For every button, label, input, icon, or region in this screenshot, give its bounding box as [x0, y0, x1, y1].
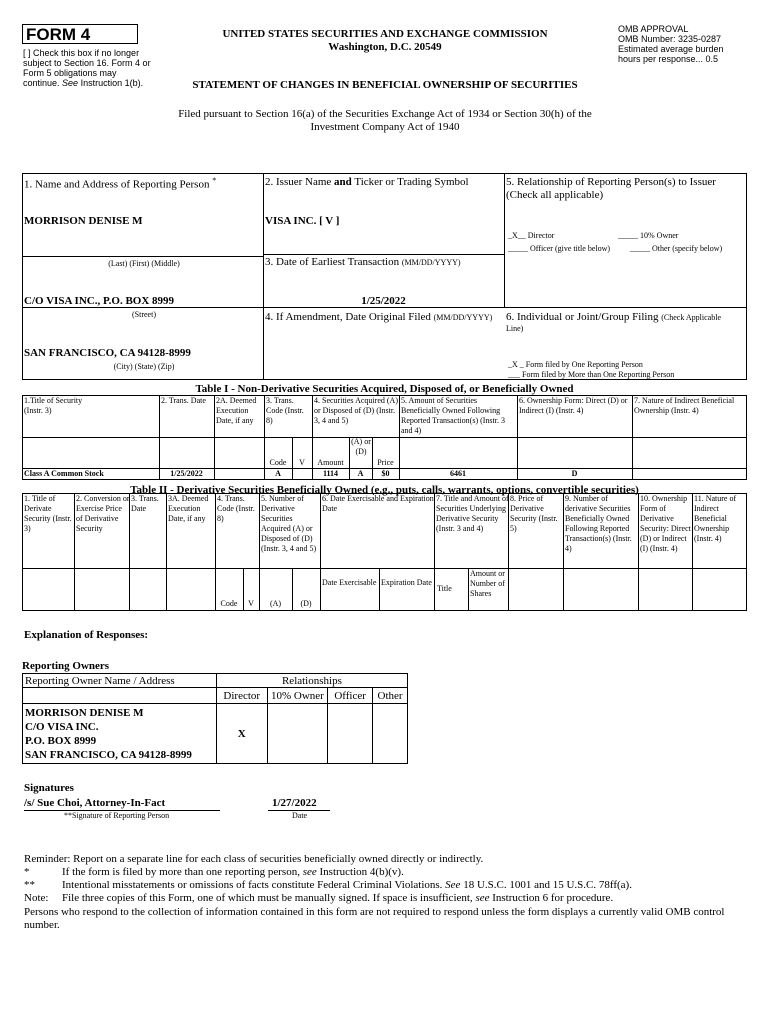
t2-sub-date-ex: Date Exercisable: [322, 578, 377, 587]
table2-title: Table II - Derivative Securities Beneficially Owned (e.g., puts, calls, warrants, options, convertible securities): [130, 484, 639, 496]
footer-reminder: Reminder: Report on a separate line for each class of securities beneficially owned directly or indirectly.: [24, 853, 484, 865]
footer-star1: * If the form is filed by more than one reporting person, see Instruction 4(b)(v).: [24, 866, 404, 878]
filing-more: ___ Form filed by More than One Reporting Person: [508, 370, 675, 379]
t2-col4: 4. Trans. Code (Instr. 8): [217, 494, 255, 523]
name-address-label: 1. Name and Address of Reporting Person *: [24, 176, 217, 191]
amendment-label: 4. If Amendment, Date Original Filed (MM/DD/YYYY): [265, 311, 493, 323]
t2-col3a: 3A. Deemed Execution Date, if any: [168, 494, 209, 523]
earliest-label: 3. Date of Earliest Transaction (MM/DD/YYYY): [265, 256, 461, 268]
t2-sub-exp: Expiration Date: [381, 578, 432, 587]
t2-col11: 11. Nature of Indirect Beneficial Ownership (Instr. 4): [694, 494, 737, 543]
omb-approval: OMB APPROVAL OMB Number: 3235-0287 Estimated average burden hours per response... 0.5: [618, 24, 724, 64]
form-title: FORM 4: [26, 25, 91, 44]
owners-col-director: Director: [216, 688, 267, 704]
filing-one: _X _ Form filed by One Reporting Person: [508, 360, 643, 369]
director-check: _X__ Director: [508, 231, 555, 240]
t2-sub-d: (D): [300, 599, 312, 608]
t1-col6: 6. Ownership Form: Direct (D) or Indirect (I) (Instr. 4): [519, 396, 628, 415]
owners-col-rel: Relationships: [216, 674, 407, 688]
t2-col6: 6. Date Exercisable and Expiration Date: [322, 494, 434, 513]
t1-col1: 1.Title of Security (Instr. 3): [24, 396, 83, 415]
t1-col5: 5. Amount of Securities Beneficially Owned Following Reported Transaction(s) (Instr. 3 and 4): [401, 396, 505, 435]
footer-persons: Persons who respond to the collection of information contained in this form are not required to respond unless the form displays a currently valid OMB control number.: [24, 906, 725, 931]
footer-star2: ** Intentional misstatements or omissions of facts constitute Federal Criminal Violations. See 18 U.S.C. 1001 and 15 U.S.C. 78ff(a).: [24, 879, 632, 891]
t2-col10: 10. Ownership Form of Derivative Security: Direct (D) or Indirect (I) (Instr. 4): [640, 494, 691, 553]
reporter-city: SAN FRANCISCO, CA 94128-8999: [24, 347, 191, 359]
date-caption: Date: [292, 811, 308, 820]
t1-row-code: A: [275, 469, 281, 478]
t1-sub-price: Price: [377, 458, 394, 467]
owners-col-other: Other: [373, 688, 408, 704]
t2-sub-title: Title: [437, 584, 452, 593]
t2-sub-amount: Amount or Number of Shares: [470, 569, 505, 598]
issuer-name: VISA INC. [ V ]: [265, 215, 340, 227]
t1-col7: 7. Nature of Indirect Beneficial Ownership (Instr. 4): [634, 396, 735, 415]
t1-row-title: Class A Common Stock: [24, 469, 104, 478]
agency-name: UNITED STATES SECURITIES AND EXCHANGE COMMISSION: [222, 28, 548, 40]
t2-col2: 2. Conversion or Exercise Price of Derivative Security: [76, 494, 130, 533]
earliest-date: 1/25/2022: [361, 295, 406, 307]
filed-pursuant: Filed pursuant to Section 16(a) of the Securities Exchange Act of 1934 or Section 30(h) of the Investment Company Act of 1940: [178, 108, 592, 133]
owners-table: [22, 673, 408, 764]
agency-location: Washington, D.C. 20549: [328, 41, 442, 53]
t2-col8: 8. Price of Derivative Security (Instr. 5): [510, 494, 558, 533]
officer-check: _____ Officer (give title below): [508, 244, 611, 253]
owners-label: Reporting Owners: [22, 660, 110, 672]
t1-col3: 3. Trans. Code (Instr. 8): [266, 396, 304, 425]
city-label: (City) (State) (Zip): [113, 362, 175, 371]
t1-sub-code: Code: [269, 458, 287, 467]
statement-title: STATEMENT OF CHANGES IN BENEFICIAL OWNERSHIP OF SECURITIES: [192, 79, 578, 91]
relationship-label: 5. Relationship of Reporting Person(s) to Issuer (Check all applicable): [506, 176, 716, 201]
signature-date: 1/27/2022: [272, 797, 317, 809]
reporter-street: C/O VISA INC., P.O. BOX 8999: [24, 295, 175, 307]
table-row: [23, 704, 408, 764]
t2-col7: 7. Title and Amount of Securities Underlying Derivative Security (Instr. 3 and 4): [436, 494, 509, 533]
t1-row-form: D: [571, 469, 578, 478]
owners-col-name: Reporting Owner Name / Address: [23, 674, 217, 688]
t2-sub-code: Code: [220, 599, 238, 608]
owner10-check: _____ 10% Owner: [618, 231, 679, 240]
t2-sub-v: V: [248, 599, 254, 608]
other-check: _____ Other (specify below): [630, 244, 723, 253]
explanation-label: Explanation of Responses:: [24, 629, 149, 641]
signer-name: /s/ Sue Choi, Attorney-In-Fact: [24, 797, 166, 809]
t2-sub-a: (A): [269, 599, 282, 608]
filing-label: 6. Individual or Joint/Group Filing (Check Applicable Line): [506, 311, 721, 333]
t1-row-price: $0: [381, 469, 390, 478]
table1-title: Table I - Non-Derivative Securities Acquired, Disposed of, or Beneficially Owned: [195, 383, 574, 395]
t1-row-owned: 6461: [450, 469, 466, 478]
t1-sub-v: V: [299, 458, 305, 467]
t1-row-ad: A: [357, 469, 364, 478]
issuer-label: 2. Issuer Name and Ticker or Trading Symbol: [265, 176, 469, 188]
t1-col2a: 2A. Deemed Execution Date, if any: [216, 396, 257, 425]
t1-col2: 2. Trans. Date: [161, 396, 206, 405]
check-box-text: [ ] Check this box if no longer subject to Section 16. Form 4 or Form 5 obligations may continue. See Instruction 1(b).: [23, 48, 151, 88]
t2-col9: 9. Number of derivative Securities Beneficially Owned Following Reported Transaction(s) (Instr. 4): [565, 494, 632, 553]
t1-sub-ad: (A) or (D): [351, 437, 371, 456]
owner-director-mark: X: [216, 704, 267, 764]
t2-col5: 5. Number of Derivative Securities Acquired (A) or Disposed of (D) (Instr. 3, 4 and 5): [261, 494, 317, 553]
signatures-label: Signatures: [24, 782, 74, 794]
owners-col-10: 10% Owner: [267, 688, 328, 704]
reporter-name: MORRISON DENISE M: [24, 215, 143, 227]
owner-name-address: MORRISON DENISE M C/O VISA INC. P.O. BOX 8999 SAN FRANCISCO, CA 94128-8999: [23, 704, 217, 764]
signature-caption: **Signature of Reporting Person: [64, 811, 170, 820]
t1-sub-amount: Amount: [317, 458, 344, 467]
t1-col4: 4. Securities Acquired (A) or Disposed of (D) (Instr. 3, 4 and 5): [314, 396, 398, 425]
footer-note: Note: File three copies of this Form, one of which must be manually signed. If space is insufficient, see Instruction 6 for procedure.: [24, 892, 614, 904]
t2-col1: 1. Title of Derivate Security (Instr. 3): [24, 494, 72, 533]
owners-col-officer: Officer: [328, 688, 373, 704]
t1-row-amount: 1114: [322, 469, 339, 478]
t2-col3: 3. Trans. Date: [131, 494, 159, 513]
t1-row-date: 1/25/2022: [170, 469, 203, 478]
name-parts-label: (Last) (First) (Middle): [108, 259, 180, 268]
street-label: (Street): [132, 310, 156, 319]
